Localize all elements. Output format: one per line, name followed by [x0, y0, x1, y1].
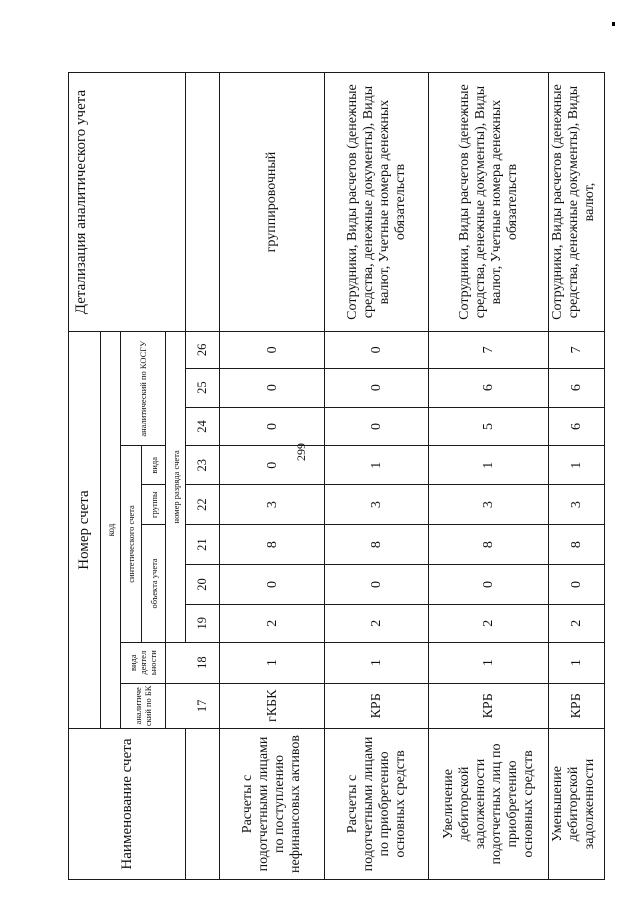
header-digit-number: номер разряда счета [166, 332, 186, 643]
row-value: 0 [429, 565, 549, 605]
row-detail: Сотрудники, Виды расчетов (денежные средства, денежные документы), Виды валют, Учетные номера денежных обязательств [325, 73, 429, 332]
row-value: КРБ [429, 683, 549, 728]
row-value: 0 [325, 332, 429, 369]
accounts-table [68, 72, 605, 880]
row-value: 0 [220, 565, 325, 605]
row-value: 7 [429, 332, 549, 369]
row-name: Расчеты с подотчетными лицами по приобретению основных средств [325, 728, 429, 879]
row-value: 6 [429, 368, 549, 407]
row-value: 1 [429, 642, 549, 683]
col-number: 20 [186, 565, 220, 605]
col-number: 25 [186, 368, 220, 407]
row-value: 3 [549, 485, 605, 525]
col-number: 17 [186, 683, 220, 728]
header-synthetic: синтетического счета [121, 446, 142, 642]
row-value: 2 [549, 604, 605, 642]
row-name: Расчеты с подотчетными лицами по поступлению нефинансовых активов [220, 728, 325, 879]
rotated-table-area [68, 72, 604, 880]
row-value: КРБ [325, 683, 429, 728]
row-value: 3 [325, 485, 429, 525]
header-account-number: Номер счета [69, 332, 101, 729]
row-value: 8 [549, 525, 605, 565]
row-value: 6 [549, 407, 605, 446]
col-number: 24 [186, 407, 220, 446]
row-value: 2 [429, 604, 549, 642]
row-value: 3 [220, 485, 325, 525]
row-value: 8 [220, 525, 325, 565]
row-detail: Сотрудники, Виды расчетов (денежные средства, денежные документы), Виды валют, Учетные номера денежных обязательств [429, 73, 549, 332]
header-name: Наименование счета [69, 728, 186, 879]
row-value: КРБ [549, 683, 605, 728]
header-code: код [101, 332, 121, 729]
row-name: Уменьшение дебиторской задолженности [549, 728, 605, 879]
row-value: 0 [220, 446, 325, 485]
row-value: 2 [220, 604, 325, 642]
row-value: 1 [549, 446, 605, 485]
col-number: 19 [186, 604, 220, 642]
row-value: 1 [325, 642, 429, 683]
row-name: Увеличение дебиторской задолженности подотчетных лиц по приобретению основных средств [429, 728, 549, 879]
row-value: 0 [549, 565, 605, 605]
table-row [549, 73, 605, 880]
row-value: 5 [429, 407, 549, 446]
header-detail: Детализация аналитического учета [69, 73, 186, 332]
row-value: 7 [549, 332, 605, 369]
header-accounting-object: объекта учета [142, 525, 166, 643]
col-number: 21 [186, 525, 220, 565]
header-analytical-bk: аналитиче ский по БК [121, 683, 166, 728]
row-value: 0 [325, 407, 429, 446]
header-group: группы [142, 485, 166, 525]
col-number: 26 [186, 332, 220, 369]
row-detail: Сотрудники, Виды расчетов (денежные средства, денежные документы), Виды валют, [549, 73, 605, 332]
row-value: 2 [325, 604, 429, 642]
row-value: 1 [429, 446, 549, 485]
page-number: 299 [294, 443, 308, 461]
col-number: 22 [186, 485, 220, 525]
row-value: 1 [220, 642, 325, 683]
row-value: 1 [325, 446, 429, 485]
row-value: 8 [429, 525, 549, 565]
row-value: 1 [549, 642, 605, 683]
row-detail: группировочный [220, 73, 325, 332]
row-value: 0 [220, 368, 325, 407]
row-value: 8 [325, 525, 429, 565]
row-value: 3 [429, 485, 549, 525]
table-row [325, 73, 429, 880]
header-analytical-kosgu: аналитический по КОСГУ [121, 332, 166, 446]
row-value: 0 [220, 407, 325, 446]
row-value: 0 [325, 565, 429, 605]
col-number: 18 [186, 642, 220, 683]
row-value: 0 [325, 368, 429, 407]
row-value: 0 [220, 332, 325, 369]
header-kind: вида [142, 446, 166, 485]
scan-mark [612, 22, 615, 26]
row-value: гКБК [220, 683, 325, 728]
row-value: 6 [549, 368, 605, 407]
header-activity-kind: вида деятел ьности [121, 642, 166, 683]
col-number: 23 [186, 446, 220, 485]
table-row [429, 73, 549, 880]
table-row [220, 73, 325, 880]
